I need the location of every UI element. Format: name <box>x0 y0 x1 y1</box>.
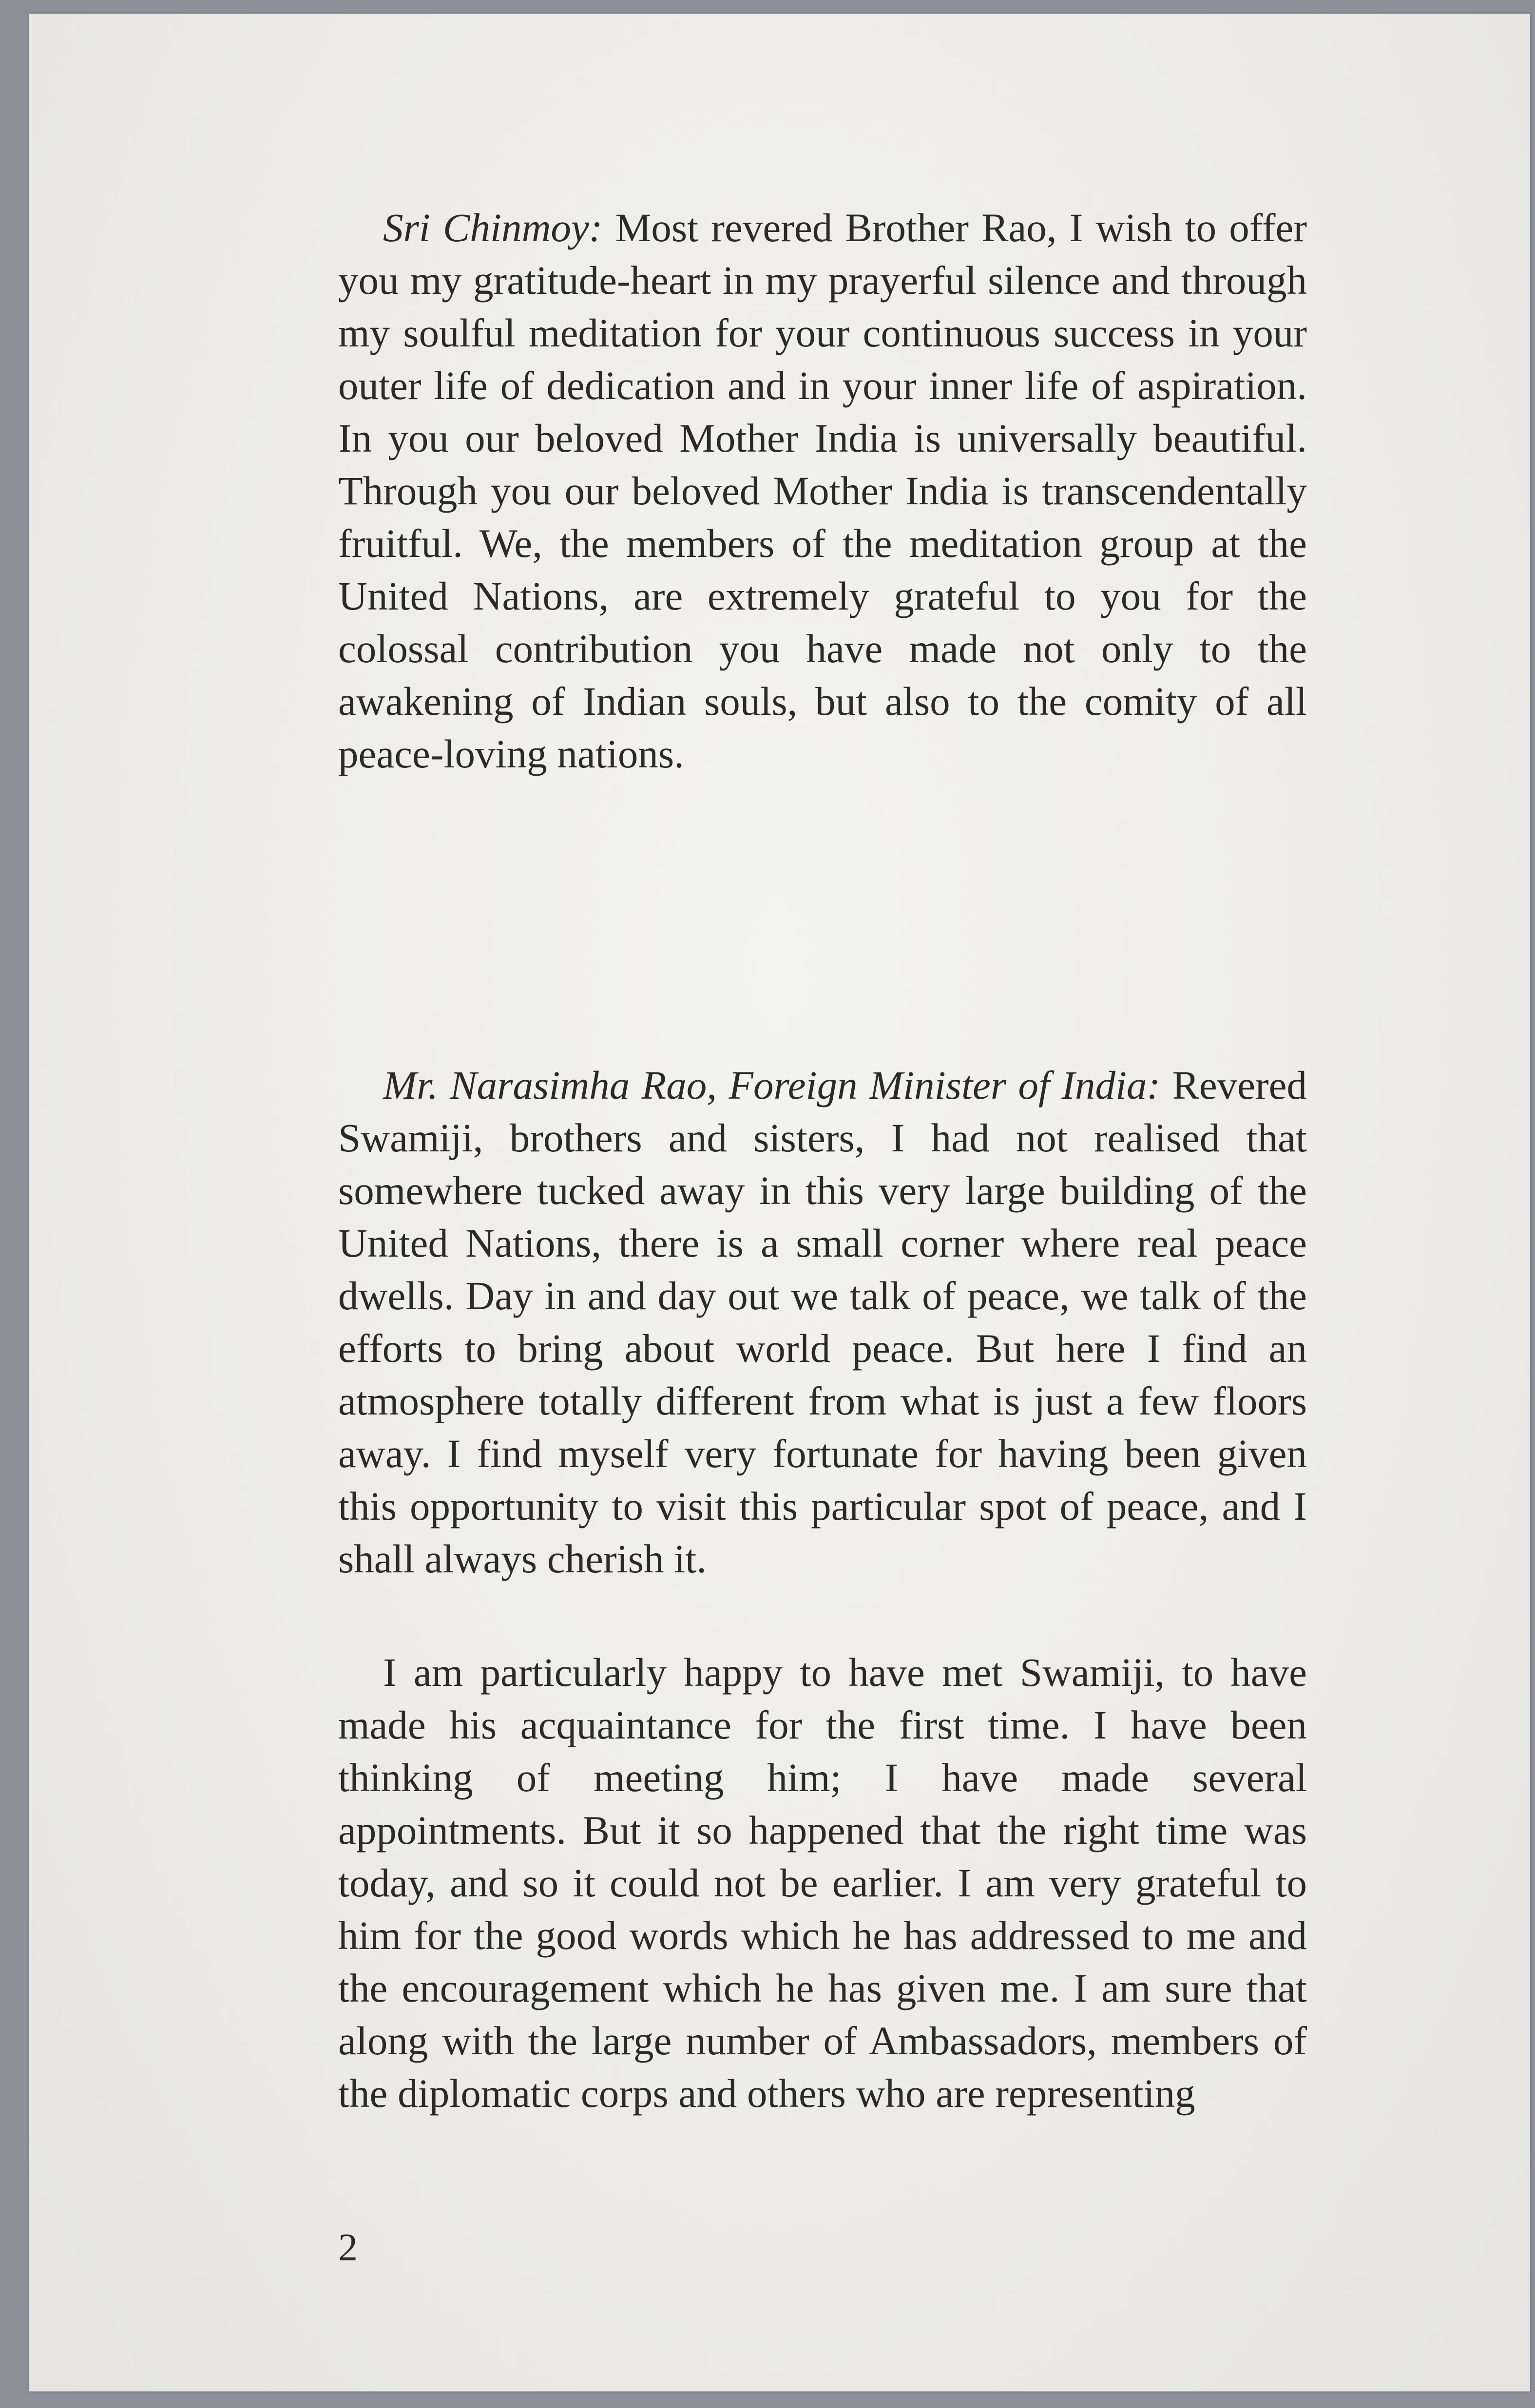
paragraph-text: Most revered Brother Rao, I wish to offer you my gratitude-heart in my prayerful silence and through my soulful meditation for your continuous success in your outer life of dedication and in your inner life of aspiration. In you our beloved Mother India is universally beautiful. Through you our beloved Mother India is transcendentally fruitful. We, the members of the meditation group at the United Nations, are extremely grateful to you for the colossal contribution you have made not only to the awakening of Indian souls, but also to the comity of all peace-loving nations. <box>338 205 1307 776</box>
speaker-name: Mr. Narasimha Rao, Foreign Minister of India: <box>383 1063 1161 1108</box>
paragraph-narasimha-rao <box>338 1059 1307 1585</box>
book-page <box>29 14 1530 2391</box>
paragraph-sri-chinmoy <box>338 201 1307 780</box>
paragraph-continuation <box>338 1646 1307 2120</box>
paragraph-text: Revered Swamiji, brothers and sisters, I had not realised that somewhere tucked away in this very large building of the United Nations, there is a small corner where real peace dwells. Day in and day out we talk of peace, we talk of the efforts to bring about world peace. But here I find an atmosphere totally different from what is just a few floors away. I find myself very fortunate for having been given this opportunity to visit this particular spot of peace, and I shall always cherish it. <box>338 1063 1307 1581</box>
paragraph-text: I am particularly happy to have met Swamiji, to have made his acquaintance for the first time. I have been thinking of meeting him; I have made several appointments. But it so happened that the right time was today, and so it could not be earlier. I am very grateful to him for the good words which he has addressed to me and the encouragement which he has given me. I am sure that along with the large number of Ambassadors, members of the diplomatic corps and others who are representing <box>338 1650 1307 2116</box>
speaker-name: Sri Chinmoy: <box>383 205 603 250</box>
page-number: 2 <box>338 2226 358 2269</box>
